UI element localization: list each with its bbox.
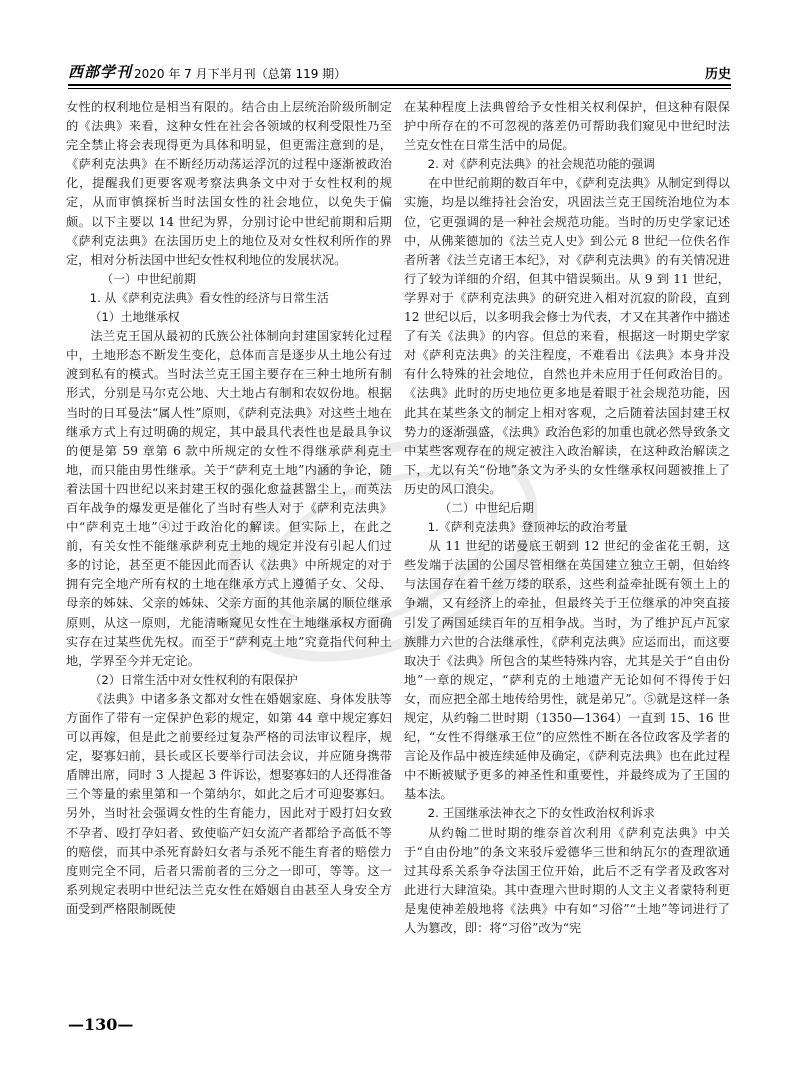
subsection-heading: 2. 对《萨利克法典》的社会规范功能的强调	[427, 157, 655, 172]
section-heading: （二）中世纪后期	[439, 500, 534, 515]
issue-info: 2020 年 7 月下半月刊（总第 119 期）	[134, 67, 347, 81]
subsection-heading: 1. 从《萨利克法典》看女性的经济与日常生活	[89, 290, 329, 305]
header-left	[68, 61, 346, 82]
paragraph: 从 11 世纪的诺曼底王朝到 12 世纪的金雀花王朝，这些发端于法国的公国尽管相继在英国建立独立王朝，但始终与法国存在着千丝万缕的联系，这些利益牵扯既有领土上的争端，又有经济上的牵扯，但最终关于王位继承的冲突直接引发了两国延续百年的互相争战。当时，为了维护瓦卢瓦家族腓力六世的合法继承性，《萨利克法典》应运而出，而这要取决于《法典》所包含的某些特殊内容，尤其是关于“自由份地”一章的规定，“萨利克的土地遗产无论如何不得传于妇女，而应把全部土地传给男性，就是弟兄”。⑤就是这样一条规定，从约翰二世时期（1350—1364）一直到 15、16 世纪，“女性不得继承王位”的应然性不断在各位政客及学者的言论及作品中被连续延伸及确定，《萨利克法典》也在此过程中不断被赋予更多的神圣性和重要性，并最终成为了王国的基本法。	[404, 539, 730, 802]
section-heading: （一）中世纪前期	[101, 271, 196, 286]
header-rule-thin	[68, 88, 731, 89]
page-header	[68, 58, 731, 82]
subsubsection-heading: （1）土地继承权	[89, 310, 180, 325]
paragraph: 法兰克王国从最初的氏族公社体制向封建国家转化过程中，土地形态不断发生变化，总体而言是逐步从土地公有过渡到私有的模式。当时法兰克王国主要存在三种土地所有制形式，分别是马尔克公地、大土地占有制和农奴份地。根据当时的日耳曼法“属人性”原则，《萨利克法典》对这些土地在继承方式上有过明确的规定，其中最具代表性也是最具争议的便是第 59 章第 6 款中所规定的女性不得继承萨利克土地，而只能由男性继承。关于“萨利克土地”内涵的争论，随着法国十四世纪以来封建王权的强化愈益甚嚣尘上，而英法百年战争的爆发更是催化了当时有些人对于《萨利克法典》中“萨利克土地”④过于政治化的解读。但实际上，在此之前，有关女性不能继承萨利克土地的规定并没有引起人们过多的讨论，甚至更不能因此而否认《法典》中所规定的对于拥有完全地产所有权的土地在继承方式上遵循子女、父母、母亲的姊妹、父亲的姊妹、父亲方面的其他亲属的顺位继承原则，从这一原则，尤能清晰窥见女性在土地继承权方面确实存在过某些优先权。而至于“萨利克土地”究竟指代何种土地，学界至今并无定论。	[66, 329, 392, 668]
paragraph: 女性的权利地位是相当有限的。结合由上层统治阶级所制定的《法典》来看，这种女性在社会各领域的权利受限性乃至完全禁止将会表现得更为具体和明显，但更需注意到的是，《萨利克法典》在不断经历动荡运浮沉的过程中逐渐被政治化，提醒我们更要客观考察法典条文中对于女性权利的规定，从而审慎探析当时法国女性的社会地位，以免失于偏颇。以下主要以 14 世纪为界，分别讨论中世纪前期和后期《萨利克法典》在法国历史上的地位及对女性权利所作的界定，相对分析法国中世纪女性权利地位的发展状况。	[66, 100, 392, 267]
subsection-heading: 2. 王国继承法神衣之下的女性政治权利诉求	[427, 806, 655, 821]
article-body	[66, 98, 730, 1008]
page-number: —130—	[68, 1015, 134, 1034]
journal-logo: 西部学刊	[68, 63, 133, 81]
paragraph: 从约翰二世时期的维奈首次利用《萨利克法典》中关于“自由份地”的条文来驳斥爱德华三世和纳瓦尔的查理欲通过其母系关系争夺法国王位开始，此后不乏有学者及政客对此进行大肆渲染。其中查理六世时期的人文主义者蒙特利更是鬼使神差般地将《法典》中有如“习俗”“土地”等词进行了人为篡改，即：将“习俗”改为“宪	[404, 825, 730, 936]
section-label: 历史	[704, 67, 731, 82]
subsubsection-heading: （2）日常生活中对女性权利的有限保护	[89, 672, 298, 687]
left-column	[66, 98, 392, 1008]
paragraph: 在中世纪前期的数百年中，《萨利克法典》从制定到得以实施，均是以维持社会治安，巩固法兰克王国统治地位为本位，它更强调的是一种社会规范功能。当时的历史学家记述中，从佛莱德加的《法兰克人史》到公元 8 世纪一位佚名作者所著《法兰克诸王本纪》，对《萨利克法典》的有关情况进行了较为详细的介绍，但其中错误频出。从 9 到 11 世纪，学界对于《萨利克法典》的研究进入相对沉寂的阶段，直到 12 世纪以后，以多明我会修士为代表，才又在其著作中描述了有关《法典》的内容。但总的来看，根据这一时期史学家对《萨利克法典》的关注程度，不难看出《法典》本身并没有什么特殊的社会地位，自然也并未应用于任何政治目的。《法典》此时的历史地位更多地是着眼于社会规范功能，因此其在某些条文的制定上相对客观，之后随着法国封建王权势力的逐渐强盛，《法典》政治色彩的加重也就必然导致条文中某些客观存在的规定被注入政治解读，在这种政治解读之下，尤以有关“份地”条文为矛头的女性继承权问题被推上了历史的风口浪尖。	[404, 176, 730, 496]
paragraph: 在某种程度上法典曾给予女性相关权利保护，但这种有限保护中所存在的不可忽视的落差仍可帮助我们窥见中世纪时法兰克女性在日常生活中的局促。	[404, 100, 730, 153]
paragraph: 《法典》中诸多条文都对女性在婚姻家庭、身体发肤等方面作了带有一定保护色彩的规定，如第 44 章中规定寡妇可以再嫁，但是此之前要经过复杂严格的司法审议程序，规定，娶寡妇前，县长或区长要举行司法会议，并应随身携带盾牌出席，同时 3 人提起 3 件诉讼，想娶寡妇的人还得准备三个等量的索里第和一个第纳尔，如此之后才可迎娶寡妇。另外，当时社会强调女性的生育能力，因此对于殴打妇女致不孕者、殴打孕妇者、致使临产妇女流产者都给予高低不等的赔偿，而其中杀死育龄妇女者与杀死不能生育者的赔偿力度则完全不同，后者只需前者的三分之一即可，等等。这一系列规定表明中世纪法兰克女性在婚姻自由甚至人身安全方面受到严格限制既使	[66, 691, 392, 916]
subsection-heading: 1.《萨利克法典》登顶神坛的政治考量	[427, 520, 628, 535]
header-rule-thick	[68, 84, 731, 86]
right-column	[404, 98, 730, 1008]
